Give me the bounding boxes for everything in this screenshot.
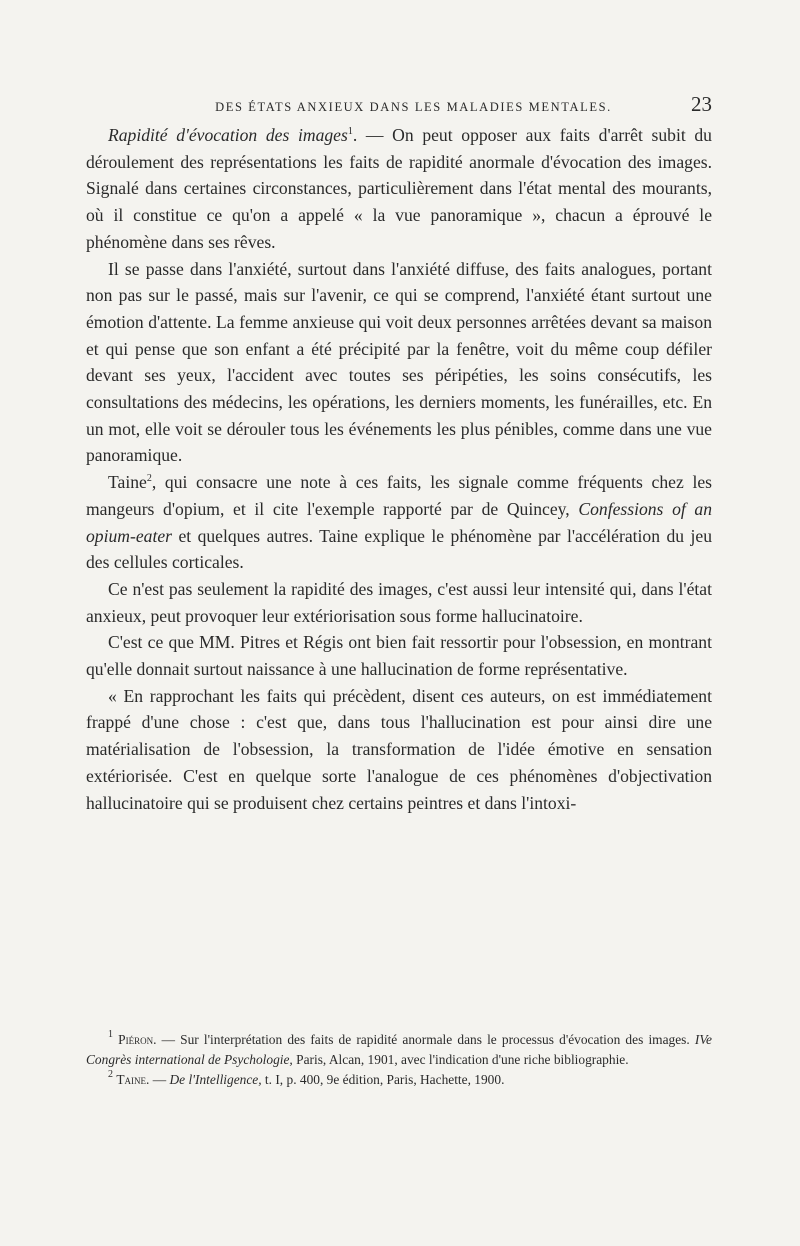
book-title: Confessions of an opium-eater <box>86 498 712 546</box>
paragraph: « En rapprochant les faits qui précèdent, disent ces auteurs, on est immédiatement frappé d'une chose : c'est que, dans tous l'hallucination est pour ainsi dire une matérialisation de l'obsession, la transformation de l'idée émotive en sensation extériorisée. C'est en quelque sorte l'analogue de ces phénomènes d'objectivation hallucinatoire qui se produisent chez certains peintres et dans l'intoxi- <box>86 685 712 813</box>
paragraph-text: Taine <box>108 472 147 493</box>
paragraph: Il se passe dans l'anxiété, surtout dans l'anxiété diffuse, des faits analogues, portant non pas sur le passé, mais sur l'avenir, ce qui se comprend, l'anxiété étant surtout une émotion d'attente. La femme anxieuse qui voit deux personnes arrêtées devant sa maison et qui pense que son enfant a été précipité par la fenêtre, voit du même coup défiler devant ses yeux, l'accident avec toutes ses péripéties, les soins consécutifs, les consultations des médecins, les opérations, les derniers moments, les funérailles, etc. En un mot, elle voit se dérouler tous les événements les plus pénibles, comme dans une vue panoramique. <box>86 258 712 466</box>
paragraph-text: , qui consacre une note à ces faits, les signale comme fréquents chez les mangeurs d'opium, et il cite l'exemple rapporté par de Quincey, <box>86 472 712 519</box>
running-title: DES ÉTATS ANXIEUX DANS LES MALADIES MENTALES. <box>215 100 612 114</box>
footnote-number: 2 <box>108 1069 113 1081</box>
footnote-author: Piéron <box>118 1032 154 1047</box>
footnote <box>86 1070 712 1090</box>
footnote-title: IVe Congrès international de Psychologie, <box>86 1032 712 1068</box>
running-header <box>86 92 712 116</box>
paragraph: Ce n'est pas seulement la rapidité des images, c'est aussi leur intensité qui, dans l'état anxieux, peut provoquer leur extériorisation sous forme hallucinatoire. <box>86 578 712 626</box>
footnote-text: Paris, Alcan, 1901, avec l'indication d'une riche bibliographie. <box>292 1052 629 1068</box>
paragraph <box>86 122 712 256</box>
body-text <box>86 122 712 816</box>
footnote-text: t. I, p. 400, 9e édition, Paris, Hachette, 1900. <box>261 1072 505 1088</box>
section-heading: Rapidité d'évocation des images <box>108 125 348 145</box>
footnote-text: . — <box>146 1072 170 1088</box>
paragraph: C'est ce que MM. Pitres et Régis ont bien fait ressortir pour l'obsession, en montrant qu'elle donnait surtout naissance à une hallucination de forme représentative. <box>86 632 712 680</box>
page-number: 23 <box>691 92 712 116</box>
page <box>86 92 712 816</box>
paragraph-text: et quelques autres. Taine explique le phénomène par l'accélération du jeu des cellules corticales. <box>86 525 712 573</box>
footnote-number: 1 <box>108 1029 113 1040</box>
footnote-ref: 2 <box>146 473 152 485</box>
footnote-title: De l'Intelligence, <box>169 1072 262 1088</box>
footnotes <box>86 1030 712 1091</box>
footnote-ref: 1 <box>347 126 353 137</box>
paragraph-text: . — On peut opposer aux faits d'arrêt subit du déroulement des représentations les faits de rapidité anormale d'évocation des images. Signalé dans certaines circonstances, particulièrement dans l'état mental des mourants, où il constitue ce qu'on a appelé « la vue panoramique », chacun a éprouvé le phénomène dans ses rêves. <box>86 125 712 252</box>
footnote-author: Taine <box>116 1072 147 1088</box>
paragraph <box>86 469 712 576</box>
footnote-text: . — Sur l'interprétation des faits de rapidité anormale dans le processus d'évocation des images. <box>153 1032 695 1047</box>
footnote <box>86 1030 712 1070</box>
